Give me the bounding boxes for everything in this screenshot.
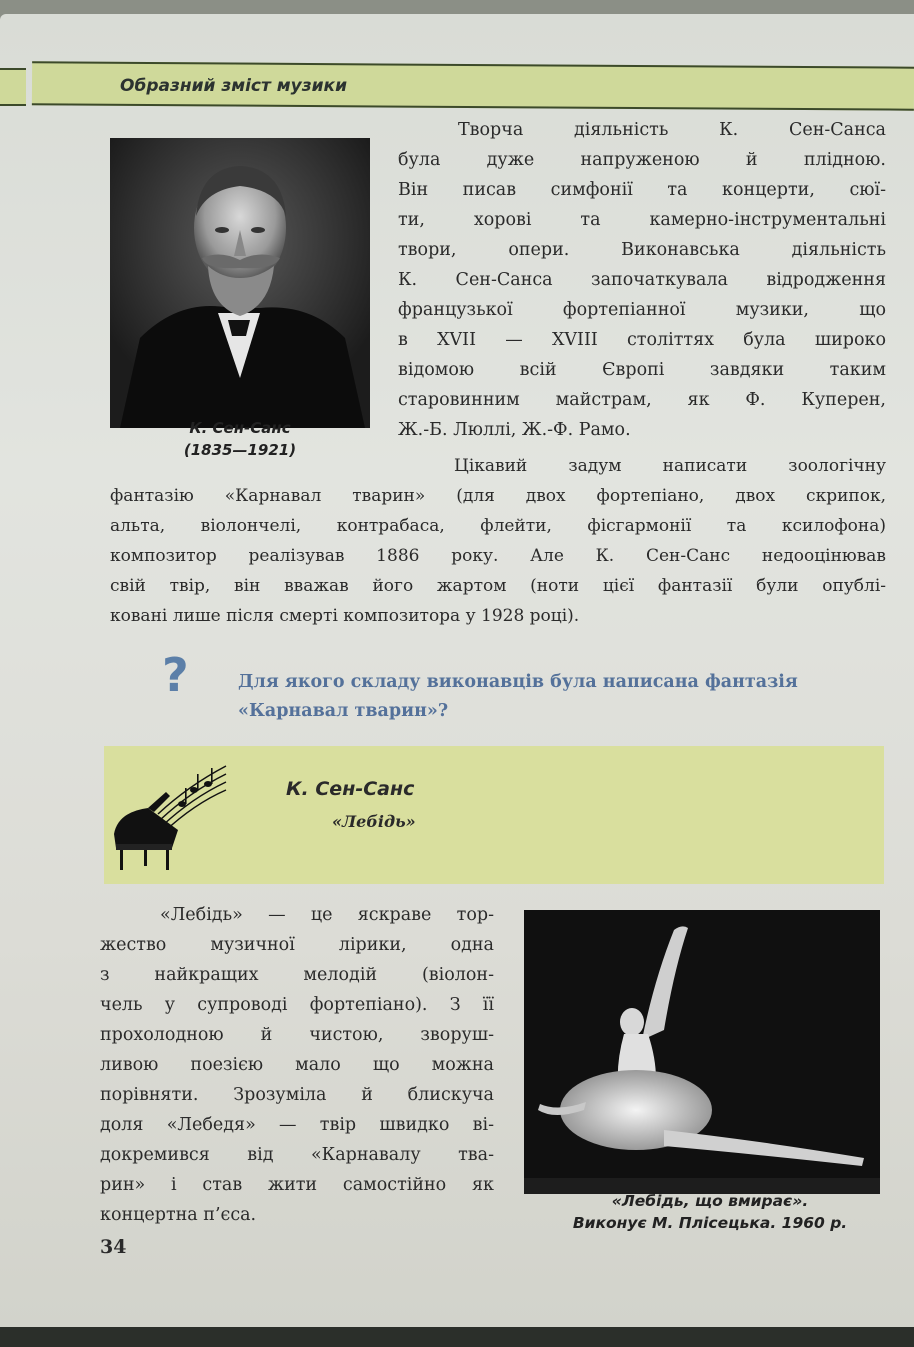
question-text bbox=[238, 668, 878, 726]
paragraph-line: К. Сен-Санса започаткувала відродження bbox=[398, 270, 886, 290]
question-mark-icon: ? bbox=[162, 648, 189, 702]
ballerina-image bbox=[524, 910, 880, 1194]
paragraph-line: в XVII — XVIII століттях була широко bbox=[398, 330, 886, 350]
paragraph-line: Творча діяльність К. Сен-Санса bbox=[458, 120, 886, 140]
paragraph-line: чель у супроводі фортепіано). З її bbox=[100, 995, 494, 1015]
paragraph-line: Він писав симфонії та концерти, сюї- bbox=[398, 180, 886, 200]
page-number: 34 bbox=[100, 1236, 127, 1258]
paragraph-line: концертна п’єса. bbox=[100, 1205, 257, 1225]
paragraph-line: доля «Лебедя» — твір швидко ві- bbox=[100, 1115, 494, 1135]
paragraph-line: порівняти. Зрозуміла й блискуча bbox=[100, 1085, 494, 1105]
photo-caption bbox=[540, 1190, 880, 1234]
paragraph-line: старовинним майстрам, як Ф. Куперен, bbox=[398, 390, 886, 410]
paragraph-line: фантазію «Карнавал тварин» (для двох фортепіано, двох скрипок, bbox=[110, 486, 886, 506]
photo-caption-line1: «Лебідь, що вмирає». bbox=[611, 1192, 809, 1210]
paragraph-line: Ж.-Б. Люллі, Ж.-Ф. Рамо. bbox=[398, 420, 631, 440]
portrait-caption-dates: (1835—1921) bbox=[183, 441, 297, 459]
paragraph-line: з найкращих мелодій (віолон- bbox=[100, 965, 494, 985]
paragraph-line: свій твір, він вважав його жартом (ноти цієї фантазії були опублі- bbox=[110, 576, 886, 596]
paragraph-line: твори, опери. Виконавська діяльність bbox=[398, 240, 886, 260]
composer-portrait bbox=[110, 138, 370, 428]
intro-paragraph bbox=[398, 115, 886, 445]
paragraph-line: рин» і став жити самостійно як bbox=[100, 1175, 494, 1195]
grand-piano-icon bbox=[108, 756, 228, 874]
page-edge-shadow bbox=[0, 1327, 914, 1347]
work-title: «Лебідь» bbox=[332, 812, 416, 831]
question-line: Для якого складу виконавців була написана фантазія bbox=[238, 672, 798, 692]
ballerina-photo bbox=[524, 910, 880, 1194]
paragraph-line: Цікавий задум написати зоологічну bbox=[454, 456, 886, 476]
paragraph-line: альта, віолончелі, контрабаса, флейти, фісгармонії та ксилофона) bbox=[110, 516, 886, 536]
listening-box bbox=[104, 746, 884, 884]
chapter-title: Образний зміст музики bbox=[120, 76, 347, 96]
paragraph-line: композитор реалізував 1886 року. Але К. Сен-Санс недооцінював bbox=[110, 546, 886, 566]
portrait-caption-name: К. Сен-Санс bbox=[189, 419, 291, 437]
paragraph-line: ливою поезією мало що можна bbox=[100, 1055, 494, 1075]
paragraph-line: французької фортепіанної музики, що bbox=[398, 300, 886, 320]
paragraph-line: жество музичної лірики, одна bbox=[100, 935, 494, 955]
header-stub bbox=[0, 68, 26, 106]
paragraph-line: «Лебідь» — це яскраве тор- bbox=[160, 905, 494, 925]
question-line: «Карнавал тварин»? bbox=[238, 701, 449, 721]
paragraph-line: докремився від «Карнавалу тва- bbox=[100, 1145, 494, 1165]
photo-caption-line2: Виконує М. Плісецька. 1960 р. bbox=[572, 1214, 848, 1232]
portrait-image bbox=[110, 138, 370, 428]
paragraph-line: прохолодною й чистою, зворуш- bbox=[100, 1025, 494, 1045]
paragraph-line: відомою всій Європі завдяки таким bbox=[398, 360, 886, 380]
work-composer: К. Сен-Санс bbox=[286, 778, 415, 800]
paragraph-line: була дуже напруженою й плідною. bbox=[398, 150, 886, 170]
paragraph-line: ковані лише після смерті композитора у 1928 році). bbox=[110, 606, 580, 626]
textbook-page bbox=[0, 14, 914, 1327]
paragraph-line: ти, хорові та камерно-інструментальні bbox=[398, 210, 886, 230]
carnival-paragraph bbox=[110, 451, 886, 631]
swan-paragraph bbox=[100, 900, 494, 1230]
chapter-header bbox=[0, 54, 914, 118]
